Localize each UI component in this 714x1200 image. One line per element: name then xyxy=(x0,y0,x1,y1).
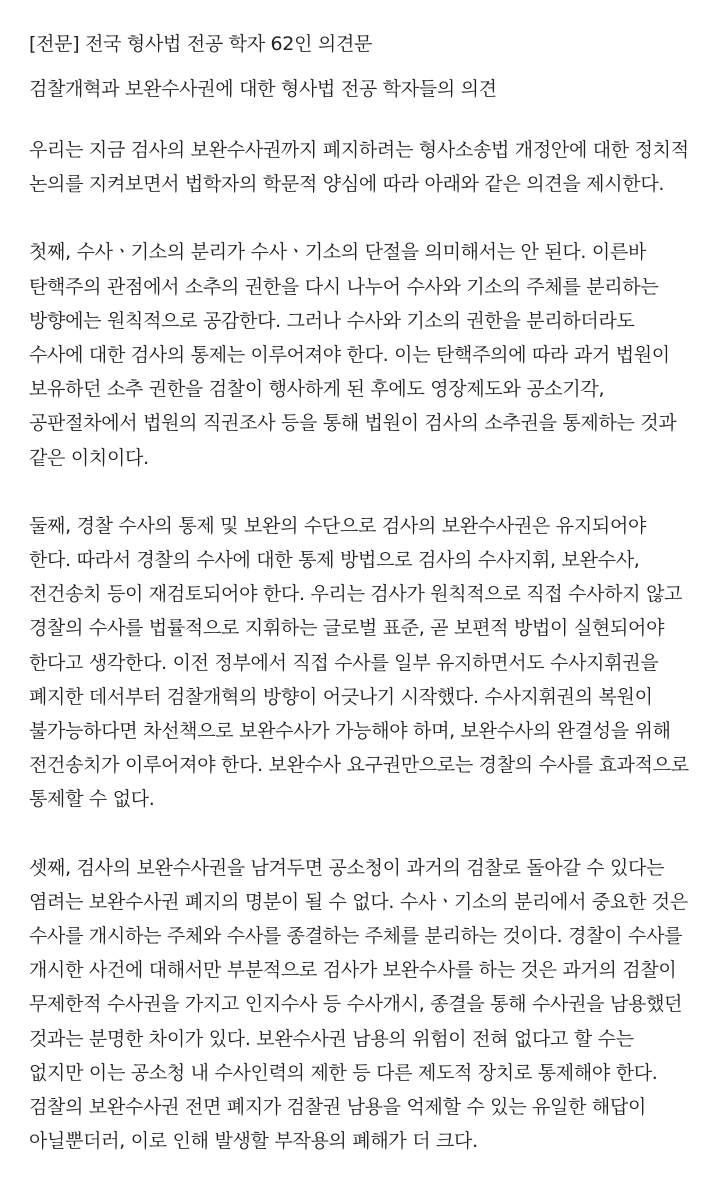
paragraph-second: 둘째, 경찰 수사의 통제 및 보완의 수단으로 검사의 보완수사권은 유지되어야 한다. 따라서 경찰의 수사에 대한 통제 방법으로 검사의 수사지휘, 보완수사, 전건송치 등이 재검토되어야 한다. 우리는 검사가 원칙적으로 직접 수사하지 않고 경찰의 수사를 법률적으로 지휘하는 글로벌 표준, 곧 보편적 방법이 실현되어야 한다고 생각한다. 이전 정부에서 직접 수사를 일부 유지하면서도 수사지휘권을 폐지한 데서부터 검찰개혁의 방향이 어긋나기 시작했다. 수사지휘권의 복원이 불가능하다면 차선책으로 보완수사가 가능해야 하며, 보완수사의 완결성을 위해 전건송치가 이루어져야 한다. 보완수사 요구권만으로는 경찰의 수사를 효과적으로 통제할 수 없다. xyxy=(29,514,689,811)
paragraph-intro: 우리는 지금 검사의 보완수사권까지 폐지하려는 형사소송법 개정안에 대한 정치적 논의를 지켜보면서 법학자의 학문적 양심에 따라 아래와 같은 의견을 제시한다. xyxy=(29,139,689,196)
article-subtitle: 검찰개혁과 보완수사권에 대한 형사법 전공 학자들의 의견 xyxy=(29,78,497,100)
paragraph-first: 첫째, 수사ㆍ기소의 분리가 수사ㆍ기소의 단절을 의미해서는 안 된다. 이른바 탄핵주의 관점에서 소추의 권한을 다시 나누어 수사와 기소의 주체를 분리하는 방향에는 원칙적으로 공감한다. 그러나 수사와 기소의 권한을 분리하더라도 수사에 대한 검사의 통제는 이루어져야 한다. 이는 탄핵주의에 따라 과거 법원이 보유하던 소추 권한을 검찰이 행사하게 된 후에도 영장제도와 공소기각, 공판절차에서 법원의 직권조사 등을 통해 법원이 검사의 소추권을 통제하는 것과 같은 이치이다. xyxy=(29,241,677,469)
paragraph-third: 셋째, 검사의 보완수사권을 남겨두면 공소청이 과거의 검찰로 돌아갈 수 있다는 염려는 보완수사권 폐지의 명분이 될 수 없다. 수사ㆍ기소의 분리에서 중요한 것은 수사를 개시하는 주체와 수사를 종결하는 주체를 분리하는 것이다. 경찰이 수사를 개시한 사건에 대해서만 부분적으로 검사가 보완수사를 하는 것은 과거의 검찰이 무제한적 수사권을 가지고 인지수사 등 수사개시, 종결을 통해 수사권을 남용했던 것과는 분명한 차이가 있다. 보완수사권 남용의 위험이 전혀 없다고 할 수는 없지만 이는 공소청 내 수사인력의 제한 등 다른 제도적 장치로 통제해야 한다. 검찰의 보완수사권 전면 폐지가 검찰권 남용을 억제할 수 있는 유일한 해답이 아닐뿐더러, 이로 인해 발생할 부작용의 폐해가 더 크다. xyxy=(29,856,688,1153)
article-title: [전문] 전국 형사법 전공 학자 62인 의견문 xyxy=(29,33,373,55)
